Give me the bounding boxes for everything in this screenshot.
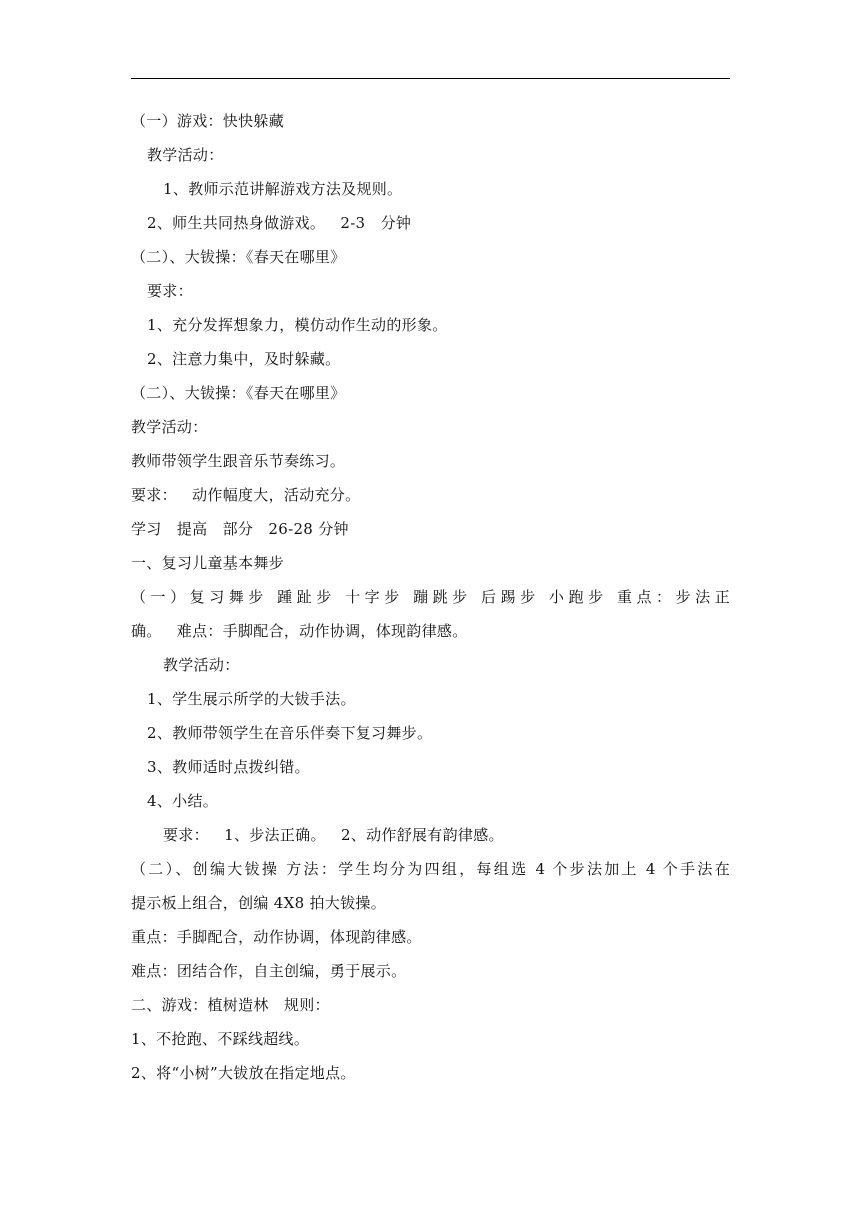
text-line: 确。 难点：手脚配合，动作协调，体现韵律感。 [131, 622, 468, 640]
text-line: 难点：团结合作，自主创编，勇于展示。 [131, 962, 407, 980]
section-heading: （二）、大钹操：《春天在哪里》 [131, 248, 346, 266]
text-line: 要求： 1、步法正确。 2、动作舒展有韵律感。 [163, 826, 504, 844]
section-heading: 一、复习儿童基本舞步 [131, 554, 285, 572]
text-line: 2、师生共同热身做游戏。 2-3 分钟 [147, 214, 412, 232]
text-line: （一）复习舞步 踵趾步 十字步 蹦跳步 后踢步 小跑步 重点：步法正 [131, 588, 730, 606]
text-line: （二）、创编大钹操 方法：学生均分为四组，每组选 4 个步法加上 4 个手法在 [131, 860, 730, 878]
text-line: 教学活动： [147, 146, 224, 164]
text-line: 1、学生展示所学的大钹手法。 [147, 690, 356, 708]
header-rule [131, 78, 730, 79]
section-heading: （二）、大钹操：《春天在哪里》 [131, 384, 346, 402]
text-line: 1、充分发挥想象力，模仿动作生动的形象。 [147, 316, 448, 334]
text-line: 2、将“小树”大钹放在指定地点。 [131, 1064, 356, 1082]
text-line: 教师带领学生跟音乐节奏练习。 [131, 452, 346, 470]
text-line: 教学活动： [163, 656, 240, 674]
text-line: 1、教师示范讲解游戏方法及规则。 [163, 180, 403, 198]
text-line: 教学活动： [131, 418, 208, 436]
text-line: 3、教师适时点拨纠错。 [147, 758, 310, 776]
section-heading-game-hide: （一）游戏：快快躲藏 [131, 112, 285, 130]
text-line: 2、注意力集中，及时躲藏。 [147, 350, 341, 368]
text-line: 4、小结。 [147, 792, 219, 810]
text-line: 2、教师带领学生在音乐伴奏下复习舞步。 [147, 724, 433, 742]
section-heading: 二、游戏：植树造林 规则： [131, 996, 330, 1014]
text-line: 要求： [147, 282, 193, 300]
text-line: 学习 提高 部分 26-28 分钟 [131, 520, 349, 538]
text-line: 提示板上组合，创编 4X8 拍大钹操。 [131, 894, 387, 912]
text-line: 重点：手脚配合，动作协调，体现韵律感。 [131, 928, 422, 946]
text-line: 要求： 动作幅度大，活动充分。 [131, 486, 361, 504]
text-line: 1、不抢跑、不踩线超线。 [131, 1030, 310, 1048]
